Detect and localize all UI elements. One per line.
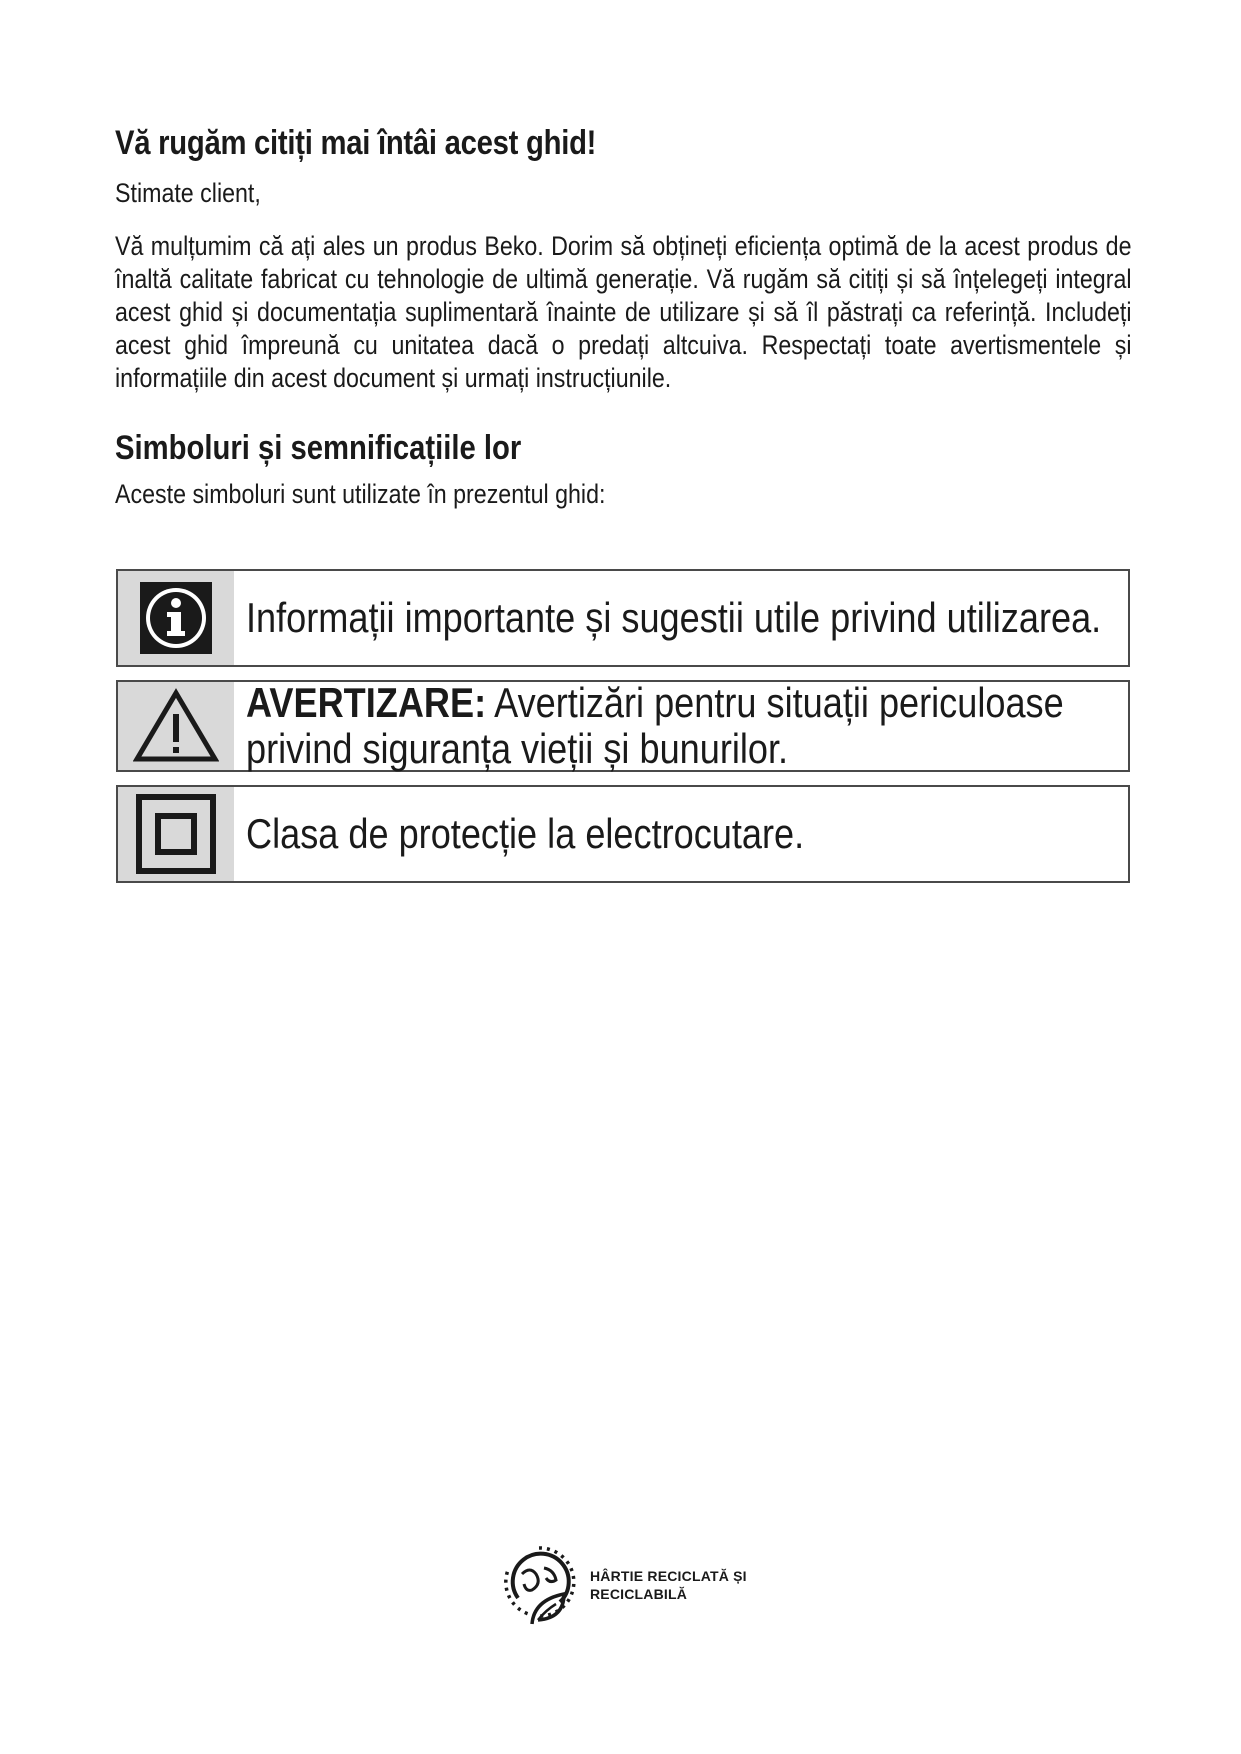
double-insulation-icon xyxy=(118,787,234,881)
salutation: Stimate client, xyxy=(115,178,261,208)
warning-text: Avertizări pentru situații periculoase privind siguranța vieții și bunurilor. xyxy=(246,679,1064,772)
info-icon xyxy=(118,571,234,665)
intro-section xyxy=(115,122,1131,511)
intro-paragraph: Vă mulțumim că ați ales un produs Beko. Dorim să obțineți eficiența optimă de la acest produs de înaltă calitate fabricat cu tehnologie de ultimă generație. Vă rugăm să citiți și să înțelegeți integral acest ghid și documentația suplimentară înainte de utilizare și să îl păstrați ca referință. Includeți acest ghid împreună cu unitatea dacă o predați altcuiva. Respectați toate avertismentele și informațiile din acest document și urmați instrucțiunile. xyxy=(115,231,1132,393)
symbols-intro: Aceste simboluri sunt utilizate în prezentul ghid: xyxy=(115,479,606,509)
footer-label-line1: HÂRTIE RECICLATĂ ȘI xyxy=(590,1568,747,1584)
symbols-section-title: Simboluri și semnificațiile lor xyxy=(115,429,522,467)
symbol-description xyxy=(246,680,1132,772)
symbol-row-info xyxy=(116,569,1130,667)
symbols-table xyxy=(116,569,1130,896)
page-title: Vă rugăm citiți mai întâi acest ghid! xyxy=(115,124,597,162)
symbol-description: Clasa de protecție la electrocutare. xyxy=(246,810,805,857)
symbol-description: Informații importante și sugestii utile privind utilizarea. xyxy=(246,594,1102,641)
recycled-paper-logo xyxy=(498,1540,747,1630)
symbol-row-protection-class xyxy=(116,785,1130,883)
symbol-row-warning xyxy=(116,680,1130,772)
footer-label-line2: RECICLABILĂ xyxy=(590,1586,688,1602)
recycled-paper-icon xyxy=(498,1540,580,1630)
warning-label: AVERTIZARE: xyxy=(246,679,487,726)
warning-icon xyxy=(118,682,234,770)
